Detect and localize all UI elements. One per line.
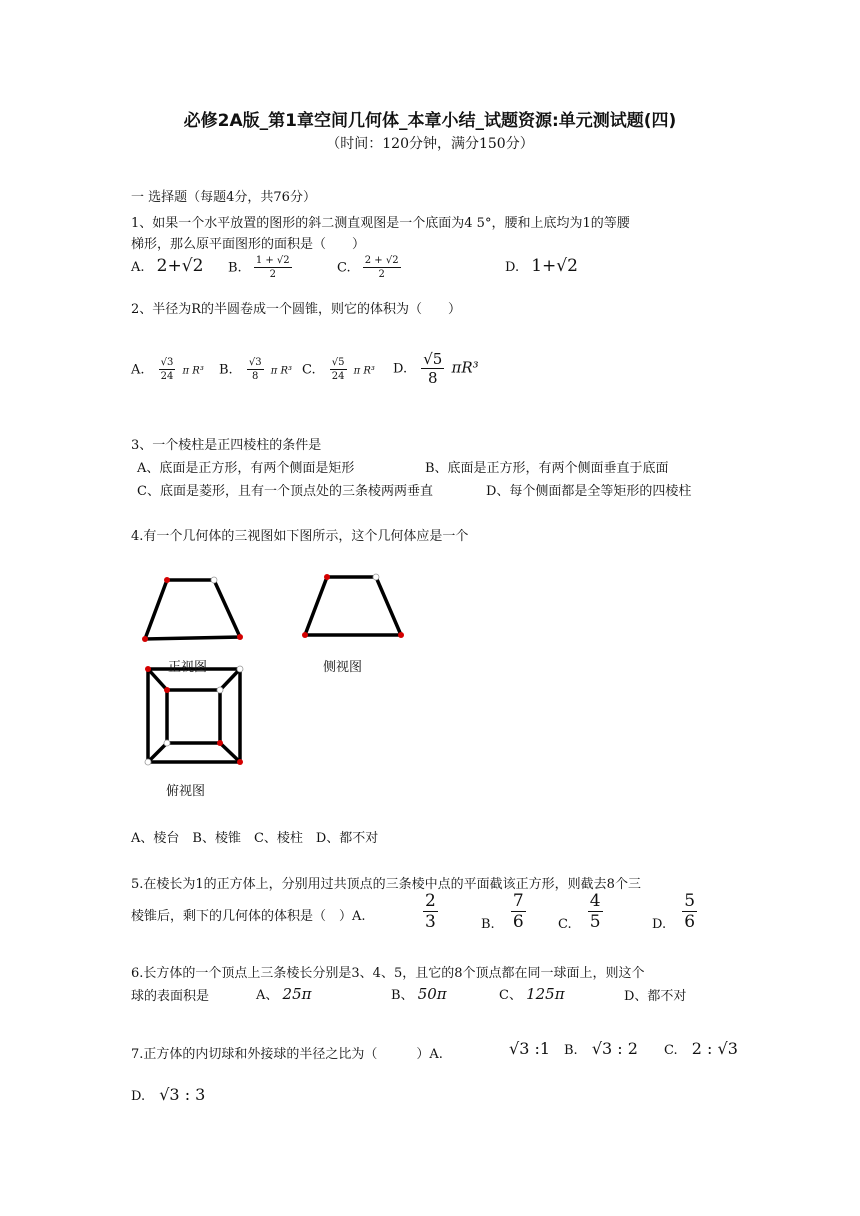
fraction-numerator: 5	[684, 891, 696, 911]
q7-b-value: √3 : 2	[591, 1039, 638, 1058]
q6-option-b	[391, 984, 447, 1003]
q5-b-fraction	[511, 893, 526, 931]
fraction-numerator: √3	[160, 357, 174, 368]
q5-a-fraction	[423, 893, 438, 931]
option-label: C.	[664, 1043, 678, 1058]
q6-option-c	[499, 984, 565, 1003]
fraction-denominator: 6	[684, 912, 696, 932]
top-view-caption: 俯视图	[166, 784, 206, 799]
top-vertex	[237, 759, 243, 765]
option-label: D.	[393, 361, 408, 377]
q4-options: A、棱台 B、棱锥 C、棱柱 D、都不对	[131, 831, 379, 846]
section-heading: 一 选择题（每题4分，共76分）	[131, 190, 316, 205]
front-vertex	[164, 577, 170, 583]
front-view-caption: 正视图	[168, 660, 208, 675]
top-vertex	[237, 666, 243, 672]
top-vertex	[164, 687, 170, 693]
side-view-figure	[302, 574, 404, 638]
side-vertex	[302, 632, 308, 638]
q6-stem-line1: 6.长方体的一个顶点上三条棱长分别是3、4、5，且它的8个顶点都在同一球面上，则这个	[131, 966, 645, 981]
fraction-numerator: 2 + √2	[364, 255, 399, 266]
top-diagonal	[220, 669, 240, 690]
fraction-denominator: 24	[160, 371, 174, 382]
option-label: C.	[558, 916, 572, 932]
side-vertex	[398, 632, 404, 638]
q1-stem-line1: 1、如果一个水平放置的图形的斜二测直观图是一个底面为4 5°，腰和上底均为1的等腰	[131, 216, 630, 231]
q2-b-tail: π R³	[270, 365, 292, 377]
fraction-denominator: 2	[378, 269, 385, 280]
q5-stem-line1: 5.在棱长为1的正方体上，分别用过共顶点的三条棱中点的平面截该正方形，则截去8个三	[131, 877, 641, 892]
top-vertex	[164, 740, 170, 746]
fraction-numerator: √5	[331, 357, 345, 368]
option-label: A.	[131, 260, 145, 275]
fraction-numerator: 1 + √2	[255, 255, 290, 266]
q5-option-d	[652, 893, 700, 931]
q1-a-value: 2+√2	[156, 256, 204, 276]
q5-option-c	[558, 893, 606, 931]
fraction-numerator: √5	[423, 350, 443, 368]
q4-stem: 4.有一个几何体的三视图如下图所示，这个几何体应是一个	[131, 529, 469, 544]
side-vertex	[373, 574, 379, 580]
q7-a-value: √3 :1	[509, 1039, 551, 1058]
front-view-figure	[142, 577, 243, 642]
q2-a-tail: π R³	[182, 365, 204, 377]
top-inner-square	[167, 690, 220, 743]
side-view-caption: 侧视图	[323, 660, 363, 675]
fraction-numerator: √3	[248, 357, 262, 368]
front-vertex	[237, 634, 243, 640]
top-vertex	[145, 666, 151, 672]
option-label: C.	[337, 260, 351, 276]
fraction-numerator: 2	[425, 891, 436, 911]
side-vertex	[324, 574, 330, 580]
q2-stem: 2、半径为R的半圆卷成一个圆锥，则它的体积为（ ）	[131, 302, 462, 317]
fraction-denominator: 24	[331, 371, 345, 382]
fraction-numerator: 4	[589, 891, 601, 911]
option-label: D.	[505, 260, 520, 275]
top-vertex	[145, 759, 151, 765]
q6-a-value: 25π	[282, 985, 312, 1003]
option-label: C、	[499, 988, 522, 1003]
option-label: D.	[652, 916, 667, 932]
option-label: B.	[228, 260, 242, 276]
q6-option-a	[256, 984, 311, 1003]
q7-stem: 7.正方体的内切球和外接球的半径之比为（ ）A.	[131, 1047, 443, 1062]
top-view-figure	[145, 666, 243, 765]
q6-option-d: D、都不对	[624, 989, 687, 1004]
top-diagonal	[148, 669, 167, 690]
option-label: B.	[481, 916, 495, 932]
option-label: D.	[131, 1089, 146, 1104]
q3-option-c: C、底面是菱形，且有一个顶点处的三条棱两两垂直	[137, 484, 433, 499]
front-view-trapezoid	[145, 580, 240, 639]
option-label: B.	[564, 1043, 578, 1058]
q2-c-tail: π R³	[353, 365, 375, 377]
q7-d-value: √3 : 3	[159, 1085, 206, 1104]
q5-stem-line2: 棱锥后，剩下的几何体的体积是（ ）A.	[131, 909, 366, 924]
top-diagonal	[148, 743, 167, 762]
fraction-numerator: 7	[512, 891, 524, 911]
top-diagonal	[220, 743, 240, 762]
q7-option-d	[131, 1085, 205, 1104]
fraction-denominator: 5	[589, 912, 601, 932]
q5-option-b	[481, 893, 529, 931]
q7-c-value: 2 : √3	[691, 1039, 738, 1058]
q1-stem-line2: 梯形，那么原平面图形的面积是（ ）	[131, 237, 366, 252]
fraction-denominator: 6	[512, 912, 524, 932]
q1-d-value: 1+√2	[531, 256, 578, 276]
q2-d-tail: πR³	[451, 358, 479, 377]
option-label: A.	[131, 362, 145, 378]
page-title: 必修2A版_第1章空间几何体_本章小结_试题资源:单元测试题(四)	[183, 111, 677, 131]
top-vertex	[217, 687, 223, 693]
front-vertex	[142, 636, 148, 642]
q6-c-value: 125π	[526, 985, 565, 1003]
q3-option-d: D、每个侧面都是全等矩形的四棱柱	[486, 484, 692, 499]
q5-d-fraction	[682, 893, 697, 931]
front-vertex	[211, 577, 217, 583]
q7-option-c	[664, 1039, 738, 1058]
top-vertex	[217, 740, 223, 746]
fraction-denominator: 2	[269, 269, 276, 280]
fraction-denominator: 8	[428, 369, 438, 387]
fraction-denominator: 3	[425, 912, 436, 932]
option-label: B.	[219, 362, 233, 378]
page-subtitle: （时间：120分钟，满分150分）	[326, 136, 534, 152]
q3-stem: 3、一个棱柱是正四棱柱的条件是	[131, 438, 322, 453]
q5-option-a	[420, 893, 441, 931]
q3-option-b: B、底面是正方形，有两个侧面垂直于底面	[425, 461, 669, 476]
q6-b-value: 50π	[417, 985, 447, 1003]
q5-c-fraction	[588, 893, 603, 931]
option-label: A、	[256, 988, 279, 1003]
fraction-denominator: 8	[252, 371, 259, 382]
q7-option-b	[564, 1039, 638, 1058]
option-label: B、	[391, 988, 414, 1003]
q3-option-a: A、底面是正方形，有两个侧面是矩形	[137, 461, 355, 476]
q6-stem-line2: 球的表面积是	[131, 989, 210, 1004]
option-label: C.	[302, 362, 316, 378]
side-view-trapezoid	[305, 577, 401, 635]
